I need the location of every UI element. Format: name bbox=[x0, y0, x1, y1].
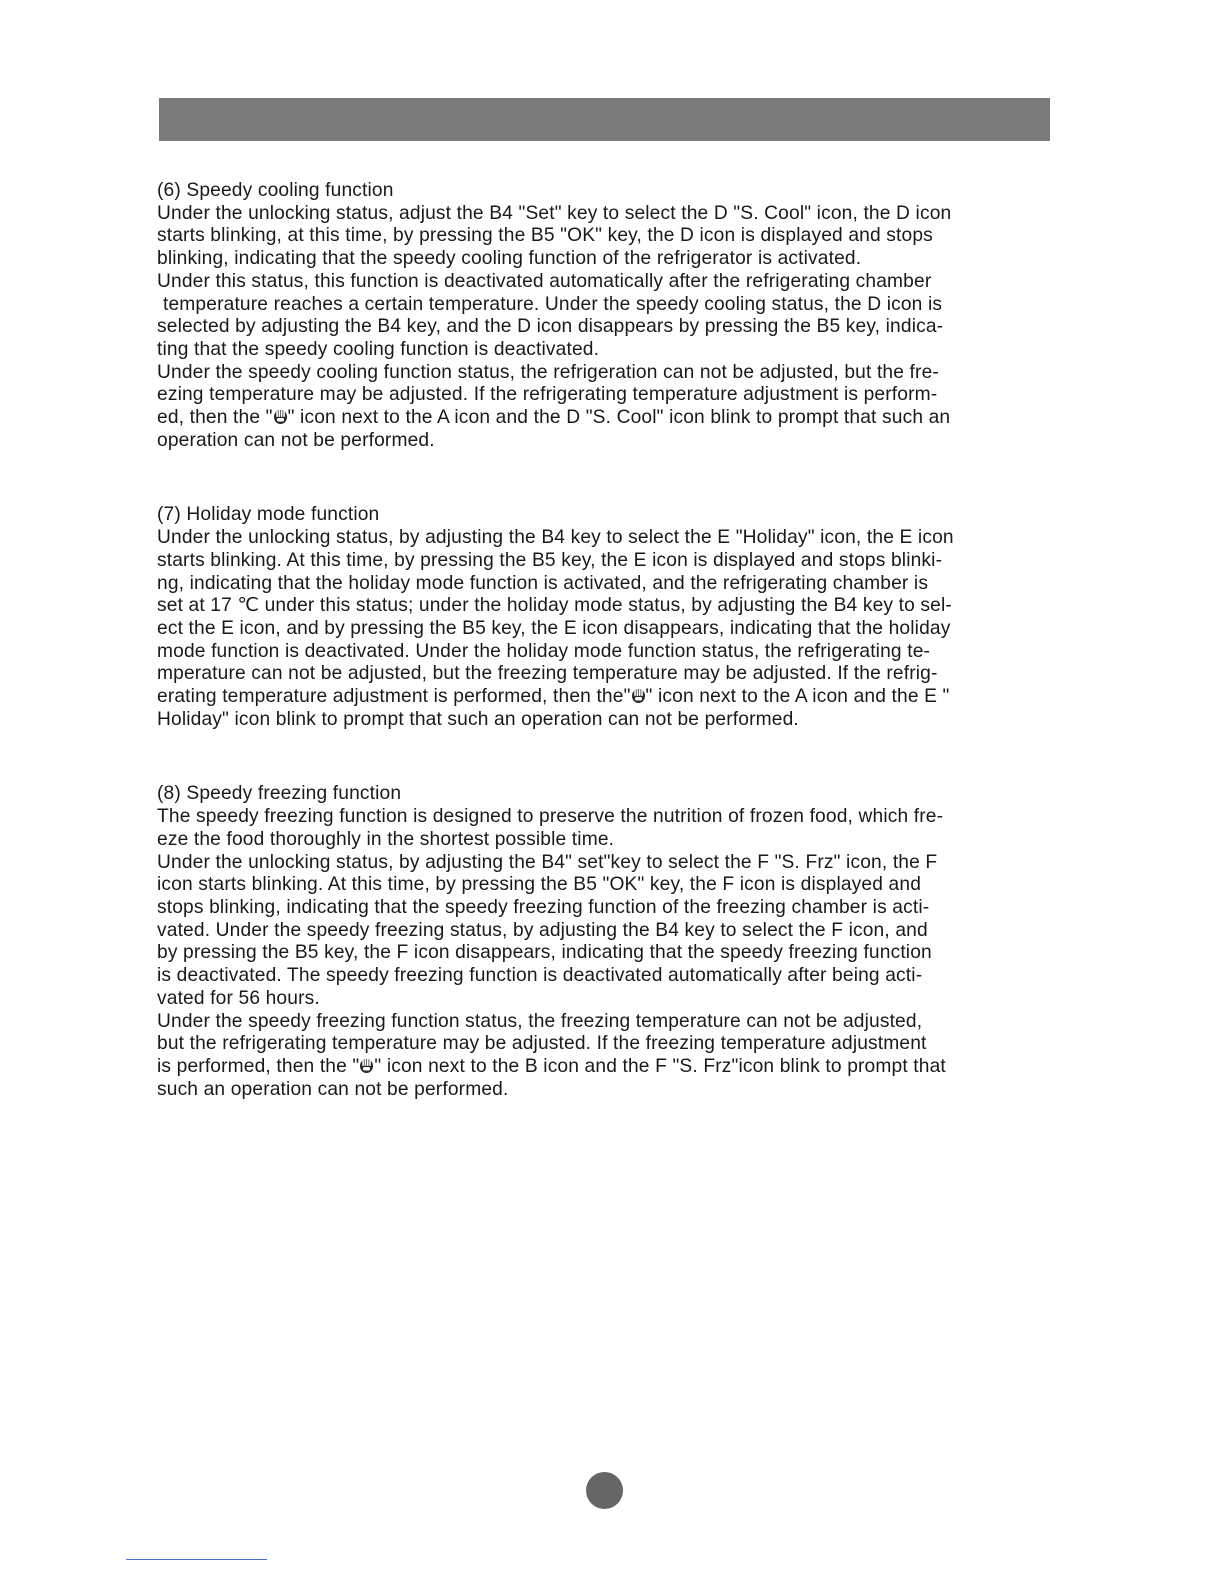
text-line-with-icon bbox=[157, 407, 1057, 430]
text-line: set at 17 ℃ under this status; under the holiday mode status, by adjusting the B4 key to sel- bbox=[157, 595, 952, 617]
text-line: mperature can not be adjusted, but the freezing temperature may be adjusted. If the refrig- bbox=[157, 663, 938, 685]
text-line: by pressing the B5 key, the F icon disappears, indicating that the speedy freezing function bbox=[157, 942, 932, 964]
text-line-with-icon bbox=[157, 1056, 1057, 1079]
text-line: but the refrigerating temperature may be adjusted. If the freezing temperature adjustment bbox=[157, 1033, 927, 1055]
text-fragment: " icon next to the A icon and the D "S. Cool" icon blink to prompt that such an bbox=[287, 407, 951, 429]
text-line: stops blinking, indicating that the speedy freezing function of the freezing chamber is acti- bbox=[157, 896, 930, 918]
text-fragment: ed, then the " bbox=[157, 407, 273, 429]
section-speedy-cooling bbox=[157, 180, 1057, 452]
text-fragment: erating temperature adjustment is performed, then the" bbox=[157, 686, 631, 708]
text-line: starts blinking, at this time, by pressing the B5 "OK" key, the D icon is displayed and stops bbox=[157, 225, 933, 247]
text-line: temperature reaches a certain temperature. Under the speedy cooling status, the D icon is bbox=[163, 293, 943, 315]
section-title: (8) Speedy freezing function bbox=[157, 783, 402, 805]
lock-hand-icon bbox=[631, 687, 646, 704]
text-fragment: " icon next to the B icon and the F "S. Frz"icon blink to prompt that bbox=[374, 1055, 946, 1077]
section-text bbox=[157, 203, 1057, 453]
text-line: icon starts blinking. At this time, by pressing the B5 "OK" key, the F icon is displayed and bbox=[157, 874, 922, 896]
lock-hand-icon bbox=[273, 408, 288, 425]
text-fragment: is performed, then the " bbox=[157, 1055, 360, 1077]
text-line: Under this status, this function is deactivated automatically after the refrigerating chamber bbox=[157, 270, 932, 292]
section-text bbox=[157, 527, 1057, 731]
header-bar bbox=[159, 98, 1050, 141]
text-line: Under the unlocking status, adjust the B4 "Set" key to select the D "S. Cool" icon, the D icon bbox=[157, 202, 952, 224]
text-line: Under the unlocking status, by adjusting the B4" set"key to select the F "S. Frz" icon, the F bbox=[157, 851, 938, 873]
text-line: selected by adjusting the B4 key, and the D icon disappears by pressing the B5 key, indica- bbox=[157, 316, 944, 338]
text-line: ezing temperature may be adjusted. If the refrigerating temperature adjustment is perform- bbox=[157, 384, 938, 406]
text-line: mode function is deactivated. Under the holiday mode function status, the refrigerating te- bbox=[157, 640, 931, 662]
text-line: such an operation can not be performed. bbox=[157, 1078, 509, 1100]
text-line: starts blinking. At this time, by pressing the B5 key, the E icon is displayed and stops blinki- bbox=[157, 549, 943, 571]
section-holiday-mode bbox=[157, 504, 1057, 731]
section-text bbox=[157, 806, 1057, 1101]
text-line: vated. Under the speedy freezing status, by adjusting the B4 key to select the F icon, and bbox=[157, 919, 928, 941]
text-line: blinking, indicating that the speedy cooling function of the refrigerator is activated. bbox=[157, 248, 862, 270]
footer-rule bbox=[126, 1559, 267, 1560]
section-title: (7) Holiday mode function bbox=[157, 504, 380, 526]
text-line: Under the speedy freezing function status, the freezing temperature can not be adjusted, bbox=[157, 1010, 923, 1032]
text-line: operation can not be performed. bbox=[157, 429, 435, 451]
text-line: Holiday" icon blink to prompt that such an operation can not be performed. bbox=[157, 708, 799, 730]
text-line: ect the E icon, and by pressing the B5 key, the E icon disappears, indicating that the holiday bbox=[157, 617, 951, 639]
lock-hand-icon bbox=[359, 1057, 374, 1074]
section-title: (6) Speedy cooling function bbox=[157, 180, 394, 201]
text-line: Under the unlocking status, by adjusting the B4 key to select the E "Holiday" icon, the E icon bbox=[157, 527, 954, 549]
text-line: eze the food thoroughly in the shortest possible time. bbox=[157, 828, 615, 850]
text-line: The speedy freezing function is designed to preserve the nutrition of frozen food, which fre- bbox=[157, 806, 944, 828]
section-speedy-freezing bbox=[157, 783, 1057, 1101]
page-number-marker bbox=[586, 1472, 623, 1509]
text-line: is deactivated. The speedy freezing function is deactivated automatically after being acti- bbox=[157, 965, 923, 987]
text-line-with-icon bbox=[157, 686, 1057, 709]
text-line: ng, indicating that the holiday mode function is activated, and the refrigerating chamber is bbox=[157, 572, 929, 594]
text-fragment: " icon next to the A icon and the E " bbox=[645, 686, 950, 708]
text-line: ting that the speedy cooling function is deactivated. bbox=[157, 338, 600, 360]
text-line: Under the speedy cooling function status, the refrigeration can not be adjusted, but the fre- bbox=[157, 361, 939, 383]
text-line: vated for 56 hours. bbox=[157, 987, 320, 1009]
manual-body bbox=[157, 180, 1057, 1101]
